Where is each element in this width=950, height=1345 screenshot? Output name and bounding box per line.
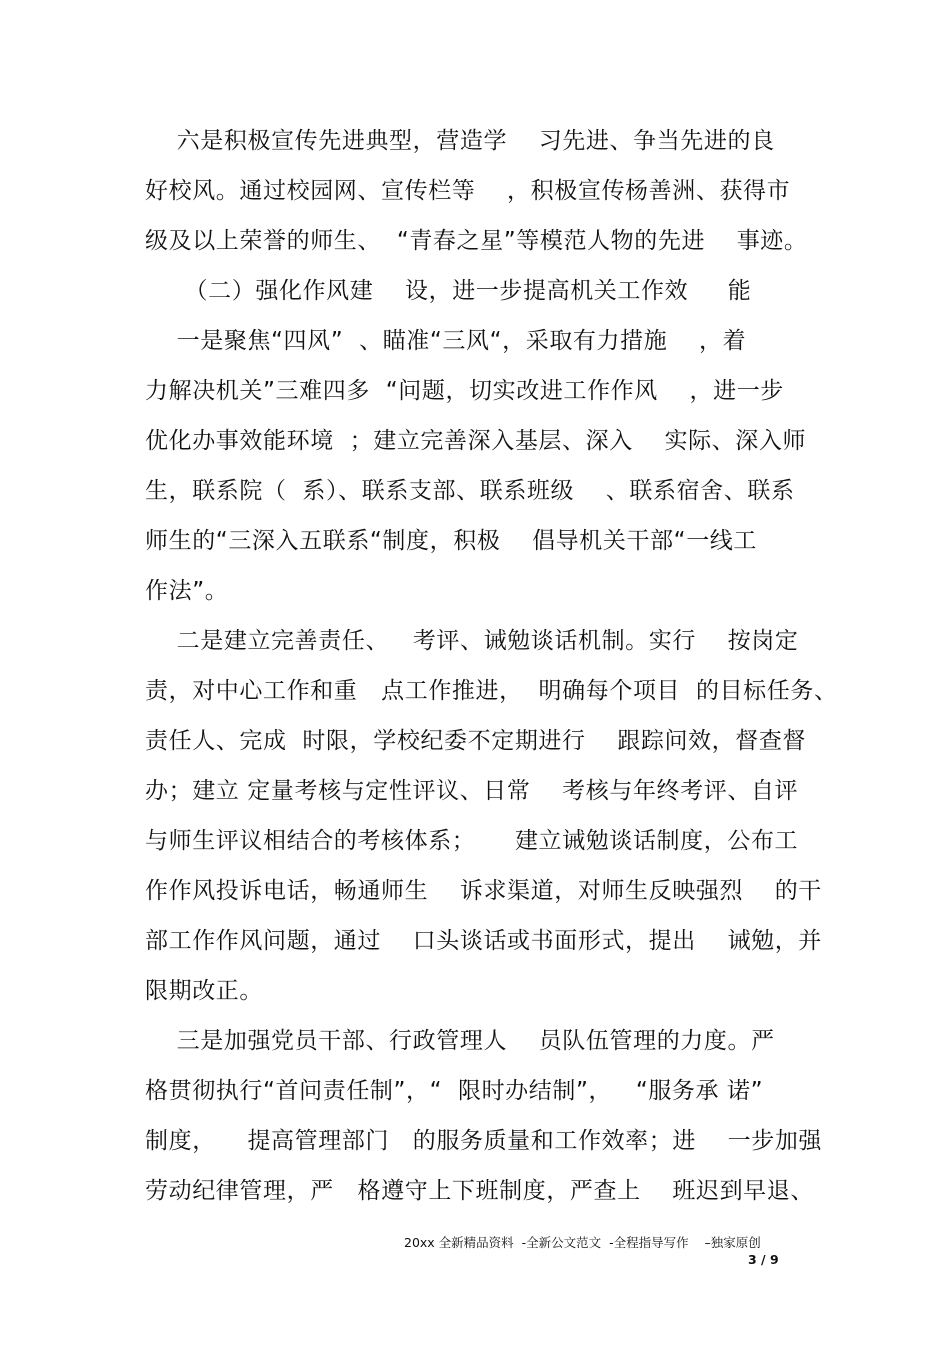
text-line: 级及以上荣誉的师生、 “青春之星”等模范人物的先进 事迹。 bbox=[145, 228, 808, 254]
text-line: 责，对中心工作和重 点工作推进， 明确每个项目 的目标任务、 bbox=[145, 678, 838, 704]
footer-text: 20xx 全新精品资料 -全新公文范文 -全程指导写作 –独家原创 bbox=[404, 1235, 761, 1250]
text-line: 优化办事效能环境 ；建立完善深入基层、深入 实际、深入师 bbox=[145, 428, 807, 454]
text-line: 责任人、完成 时限，学校纪委不定期进行 跟踪问效，督查督 bbox=[145, 728, 807, 754]
text-line: 一是聚焦“四风” 、瞄准“三风“，采取有力措施 ，着 bbox=[145, 328, 747, 354]
text-line: 生，联系院（ 系）、联系支部、联系班级 、联系宿舍、联系 bbox=[145, 478, 795, 504]
text-line: 好校风。通过校园网、宣传栏等 ，积极宣传杨善洲、获得市 bbox=[145, 178, 791, 204]
text-line: 六是积极宣传先进典型，营造学 习先进、争当先进的良 bbox=[145, 128, 775, 154]
text-line: 制度， 提高管理部门 的服务质量和工作效率；进 一步加强 bbox=[145, 1128, 823, 1154]
text-line: 部工作作风问题，通过 口头谈话或书面形式，提出 诫勉，并 bbox=[145, 928, 822, 954]
text-line: 二是建立完善责任、 考评、诫勉谈话机制。实行 按岗定 bbox=[145, 628, 799, 654]
section-heading: （二）强化作风建 设，进一步提高机关工作效 能 bbox=[145, 278, 752, 304]
text-line: 作法”。 bbox=[145, 578, 229, 604]
text-line: 与师生评议相结合的考核体系； 建立诫勉谈话制度，公布工 bbox=[145, 828, 799, 854]
text-line: 作作风投诉电话，畅通师生 诉求渠道，对师生反映强烈 的干 bbox=[145, 878, 822, 904]
text-line: 劳动纪律管理，严 格遵守上下班制度，严查上 班迟到早退、 bbox=[145, 1178, 814, 1204]
text-line: 师生的“三深入五联系“制度，积极 倡导机关干部“一线工 bbox=[145, 528, 757, 554]
text-line: 格贯彻执行“首问责任制”，“ 限时办结制”， “服务承 诺” bbox=[145, 1078, 764, 1104]
text-line: 力解决机关”三难四多 “问题，切实改进工作作风 ，进一步 bbox=[145, 378, 784, 404]
text-line: 限期改正。 bbox=[145, 978, 263, 1004]
page-number: 3 / 9 bbox=[748, 1252, 779, 1267]
text-line: 办；建立 定量考核与定性评议、日常 考核与年终考评、自评 bbox=[145, 778, 799, 804]
text-line: 三是加强党员干部、行政管理人 员队伍管理的力度。严 bbox=[145, 1028, 775, 1054]
